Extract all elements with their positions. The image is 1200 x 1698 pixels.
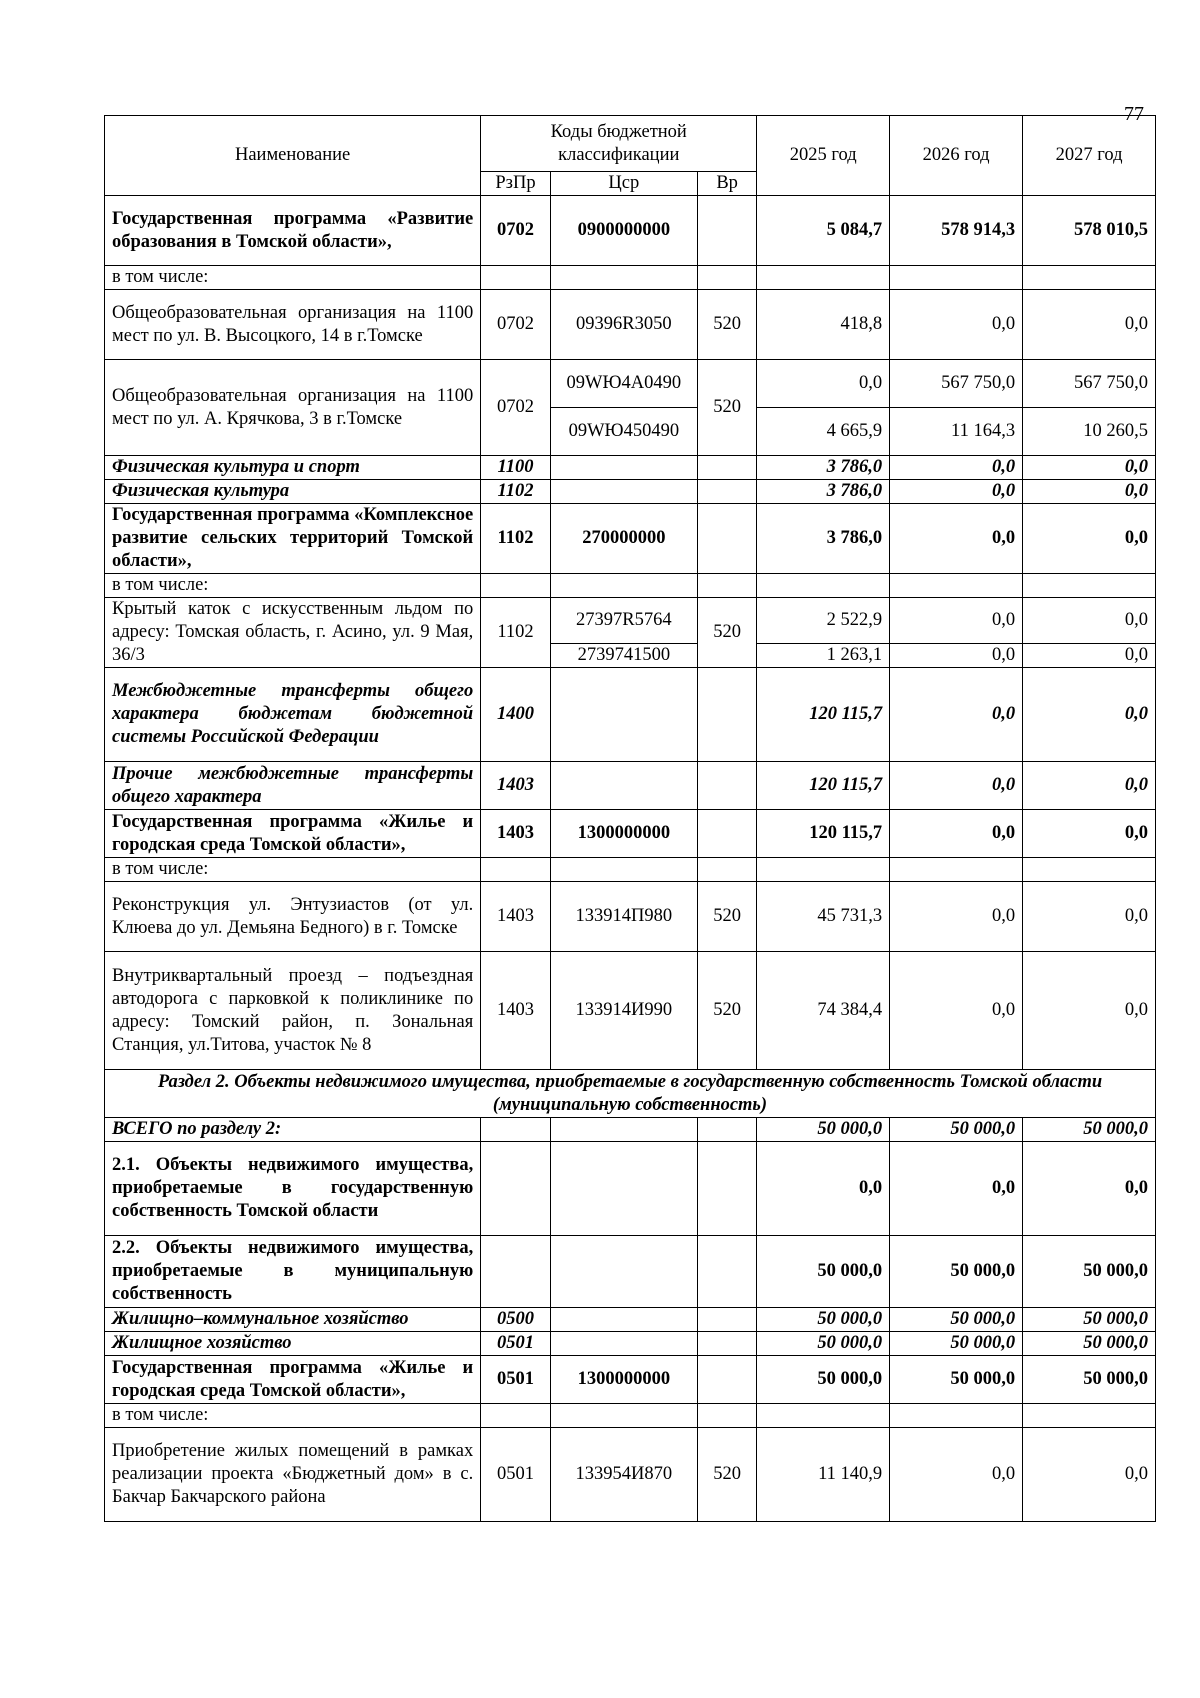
empty-cell xyxy=(550,266,697,290)
table-cell: 0,0 xyxy=(757,360,890,408)
table-cell: 0,0 xyxy=(1023,480,1156,504)
table-cell: 50 000,0 xyxy=(757,1356,890,1404)
empty-cell xyxy=(697,1356,756,1404)
empty-cell xyxy=(1023,266,1156,290)
table-cell: в том числе: xyxy=(105,1404,481,1428)
table-cell: 133914И990 xyxy=(550,952,697,1070)
empty-cell xyxy=(697,762,756,810)
table-cell: 0501 xyxy=(481,1332,551,1356)
table-cell: 3 786,0 xyxy=(757,504,890,574)
table-cell: 418,8 xyxy=(757,290,890,360)
table-cell: 1403 xyxy=(481,952,551,1070)
empty-cell xyxy=(890,1404,1023,1428)
table-cell: 1102 xyxy=(481,598,551,668)
table-cell: 50 000,0 xyxy=(757,1332,890,1356)
table-cell: 2.1. Объекты недвижимого имущества, приобретаемые в государственную собственность Томской области xyxy=(105,1142,481,1236)
table-cell: 1300000000 xyxy=(550,1356,697,1404)
empty-cell xyxy=(697,1332,756,1356)
table-cell: 0,0 xyxy=(890,1142,1023,1236)
empty-cell xyxy=(550,574,697,598)
table-cell: 1102 xyxy=(481,504,551,574)
table-cell: 133914П980 xyxy=(550,882,697,952)
table-cell: 50 000,0 xyxy=(1023,1118,1156,1142)
table-cell: Общеобразовательная организация на 1100 мест по ул. В. Высоцкого, 14 в г.Томске xyxy=(105,290,481,360)
table-cell: Жилищно–коммунальное хозяйство xyxy=(105,1308,481,1332)
empty-cell xyxy=(757,266,890,290)
table-cell: 0,0 xyxy=(1023,504,1156,574)
table-cell: 270000000 xyxy=(550,504,697,574)
empty-cell xyxy=(550,1332,697,1356)
table-row xyxy=(105,1428,1156,1522)
table-cell: 120 115,7 xyxy=(757,668,890,762)
table-row xyxy=(105,668,1156,762)
empty-cell xyxy=(481,1118,551,1142)
table-row xyxy=(105,1332,1156,1356)
empty-cell xyxy=(481,574,551,598)
table-cell: 120 115,7 xyxy=(757,762,890,810)
table-row xyxy=(105,1118,1156,1142)
header-name: Наименование xyxy=(105,116,481,196)
table-cell: 0,0 xyxy=(1023,952,1156,1070)
table-cell: 120 115,7 xyxy=(757,810,890,858)
empty-cell xyxy=(1023,858,1156,882)
table-cell: Государственная программа «Развитие образования в Томской области», xyxy=(105,196,481,266)
table-cell: 0500 xyxy=(481,1308,551,1332)
table-cell: 1403 xyxy=(481,882,551,952)
table-cell: 50 000,0 xyxy=(757,1236,890,1308)
table-row xyxy=(105,1356,1156,1404)
table-row xyxy=(105,1308,1156,1332)
empty-cell xyxy=(1023,1404,1156,1428)
table-row xyxy=(105,480,1156,504)
table-cell: 50 000,0 xyxy=(757,1118,890,1142)
table-cell: 0,0 xyxy=(1023,762,1156,810)
table-cell xyxy=(697,196,756,266)
table-cell: 50 000,0 xyxy=(890,1118,1023,1142)
table-cell: 74 384,4 xyxy=(757,952,890,1070)
table-cell: Государственная программа «Жилье и городская среда Томской области», xyxy=(105,1356,481,1404)
page-number: 77 xyxy=(1124,103,1144,125)
table-cell: 2 522,9 xyxy=(757,598,890,644)
table-cell: 50 000,0 xyxy=(890,1332,1023,1356)
table-cell: 50 000,0 xyxy=(1023,1308,1156,1332)
table-cell: 0,0 xyxy=(1023,456,1156,480)
table-cell: 50 000,0 xyxy=(1023,1332,1156,1356)
table-cell: 0702 xyxy=(481,196,551,266)
budget-table xyxy=(104,115,1156,1522)
empty-cell xyxy=(890,574,1023,598)
table-cell: Внутриквартальный проезд – подъездная автодорога с парковкой к поликлинике по адресу: Томский район, п. Зональная Станция, ул.Титова, участок № 8 xyxy=(105,952,481,1070)
header-csr: Цср xyxy=(550,172,697,196)
empty-cell xyxy=(481,1236,551,1308)
empty-cell xyxy=(890,266,1023,290)
table-cell: 0,0 xyxy=(1023,598,1156,644)
table-cell: 0,0 xyxy=(1023,644,1156,668)
table-row xyxy=(105,882,1156,952)
table-cell: 1400 xyxy=(481,668,551,762)
table-cell: Реконструкция ул. Энтузиастов (от ул. Клюева до ул. Демьяна Бедного) в г. Томске xyxy=(105,882,481,952)
table-row xyxy=(105,858,1156,882)
table-row xyxy=(105,598,1156,644)
table-cell: в том числе: xyxy=(105,574,481,598)
header-2027: 2027 год xyxy=(1023,116,1156,196)
table-row xyxy=(105,952,1156,1070)
table-cell: 0,0 xyxy=(890,644,1023,668)
table-cell: 0,0 xyxy=(1023,1142,1156,1236)
table-cell: 0,0 xyxy=(1023,882,1156,952)
empty-cell xyxy=(697,1118,756,1142)
header-2025: 2025 год xyxy=(757,116,890,196)
table-cell: 0,0 xyxy=(890,1428,1023,1522)
table-cell: 50 000,0 xyxy=(1023,1356,1156,1404)
empty-cell xyxy=(757,858,890,882)
empty-cell xyxy=(697,480,756,504)
empty-cell xyxy=(550,1404,697,1428)
empty-cell xyxy=(550,762,697,810)
header-rzpr: РзПр xyxy=(481,172,551,196)
table-cell: Государственная программа «Комплексное развитие сельских территорий Томской области», xyxy=(105,504,481,574)
table-cell: Прочие межбюджетные трансферты общего характера xyxy=(105,762,481,810)
header-vr: Вр xyxy=(697,172,756,196)
table-row xyxy=(105,266,1156,290)
table-cell: в том числе: xyxy=(105,858,481,882)
table-cell: 0,0 xyxy=(1023,1428,1156,1522)
table-cell: 0,0 xyxy=(890,810,1023,858)
table-cell: 2.2. Объекты недвижимого имущества, приобретаемые в муниципальную собственность xyxy=(105,1236,481,1308)
table-row xyxy=(105,504,1156,574)
empty-cell xyxy=(697,456,756,480)
table-cell: 0900000000 xyxy=(550,196,697,266)
table-cell: 520 xyxy=(697,290,756,360)
table-row xyxy=(105,196,1156,266)
table-cell: 0702 xyxy=(481,360,551,456)
empty-cell xyxy=(550,456,697,480)
empty-cell xyxy=(550,1308,697,1332)
table-cell: 27397R5764 xyxy=(550,598,697,644)
empty-cell xyxy=(697,1142,756,1236)
empty-cell xyxy=(550,668,697,762)
empty-cell xyxy=(757,1404,890,1428)
table-row xyxy=(105,574,1156,598)
table-cell: 520 xyxy=(697,598,756,668)
table-cell: 50 000,0 xyxy=(890,1308,1023,1332)
table-cell: 0,0 xyxy=(890,762,1023,810)
table-cell: Физическая культура xyxy=(105,480,481,504)
table-cell: 578 010,5 xyxy=(1023,196,1156,266)
table-cell: 1403 xyxy=(481,810,551,858)
empty-cell xyxy=(550,1236,697,1308)
empty-cell xyxy=(481,1404,551,1428)
table-cell: 567 750,0 xyxy=(890,360,1023,408)
table-cell: 0,0 xyxy=(1023,810,1156,858)
table-cell: 133954И870 xyxy=(550,1428,697,1522)
table-cell: 520 xyxy=(697,1428,756,1522)
empty-cell xyxy=(481,266,551,290)
table-cell: 1300000000 xyxy=(550,810,697,858)
empty-cell xyxy=(550,480,697,504)
empty-cell xyxy=(757,574,890,598)
header-codes: Коды бюджетной классификации xyxy=(481,116,757,172)
table-cell: 3 786,0 xyxy=(757,480,890,504)
table-row xyxy=(105,290,1156,360)
table-row xyxy=(105,762,1156,810)
table-row xyxy=(105,1236,1156,1308)
table-cell: 0702 xyxy=(481,290,551,360)
table-cell: 1 263,1 xyxy=(757,644,890,668)
table-cell: 45 731,3 xyxy=(757,882,890,952)
empty-cell xyxy=(697,858,756,882)
table-cell: 520 xyxy=(697,360,756,456)
table-cell: 3 786,0 xyxy=(757,456,890,480)
table-cell: 0,0 xyxy=(890,456,1023,480)
table-cell: 0,0 xyxy=(890,882,1023,952)
table-cell: 50 000,0 xyxy=(757,1308,890,1332)
empty-cell xyxy=(697,574,756,598)
table-cell: Жилищное хозяйство xyxy=(105,1332,481,1356)
empty-cell xyxy=(697,266,756,290)
table-cell: 0,0 xyxy=(890,598,1023,644)
table-cell: 567 750,0 xyxy=(1023,360,1156,408)
table-cell: 09WЮ4A0490 xyxy=(550,360,697,408)
table-cell: Физическая культура и спорт xyxy=(105,456,481,480)
empty-cell xyxy=(697,810,756,858)
table-cell: Межбюджетные трансферты общего характера бюджетам бюджетной системы Российской Федерации xyxy=(105,668,481,762)
table-cell: 50 000,0 xyxy=(890,1356,1023,1404)
table-cell: Крытый каток с искусственным льдом по адресу: Томская область, г. Асино, ул. 9 Мая, 36/3 xyxy=(105,598,481,668)
empty-cell xyxy=(1023,574,1156,598)
table-cell: Государственная программа «Жилье и городская среда Томской области», xyxy=(105,810,481,858)
table-cell: 4 665,9 xyxy=(757,408,890,456)
table-cell: 50 000,0 xyxy=(1023,1236,1156,1308)
empty-cell xyxy=(697,668,756,762)
header-row xyxy=(105,116,1156,172)
table-cell: 0,0 xyxy=(890,290,1023,360)
table-row xyxy=(105,360,1156,408)
table-row xyxy=(105,1404,1156,1428)
table-cell: 11 164,3 xyxy=(890,408,1023,456)
table-cell: 1403 xyxy=(481,762,551,810)
table-cell: 0,0 xyxy=(757,1142,890,1236)
table-cell: 0,0 xyxy=(890,668,1023,762)
table-cell: 0,0 xyxy=(890,480,1023,504)
table-cell: 2739741500 xyxy=(550,644,697,668)
table-row xyxy=(105,1142,1156,1236)
empty-cell xyxy=(697,1404,756,1428)
table-cell: в том числе: xyxy=(105,266,481,290)
table-cell: 10 260,5 xyxy=(1023,408,1156,456)
section-heading-row xyxy=(105,1070,1156,1118)
empty-cell xyxy=(481,1142,551,1236)
table-cell: 578 914,3 xyxy=(890,196,1023,266)
table-cell: 520 xyxy=(697,952,756,1070)
empty-cell xyxy=(550,1118,697,1142)
empty-cell xyxy=(697,504,756,574)
empty-cell xyxy=(697,1236,756,1308)
table-row xyxy=(105,810,1156,858)
header-2026: 2026 год xyxy=(890,116,1023,196)
table-cell: 0,0 xyxy=(890,504,1023,574)
empty-cell xyxy=(550,1142,697,1236)
table-cell: 520 xyxy=(697,882,756,952)
table-cell: 5 084,7 xyxy=(757,196,890,266)
table-cell: 0501 xyxy=(481,1356,551,1404)
table-cell: 50 000,0 xyxy=(890,1236,1023,1308)
table-cell: ВСЕГО по разделу 2: xyxy=(105,1118,481,1142)
table-cell: Приобретение жилых помещений в рамках реализации проекта «Бюджетный дом» в с. Бакчар Бакчарского района xyxy=(105,1428,481,1522)
table-row xyxy=(105,456,1156,480)
empty-cell xyxy=(890,858,1023,882)
table-cell: 1100 xyxy=(481,456,551,480)
table-cell: 11 140,9 xyxy=(757,1428,890,1522)
table-cell: 0,0 xyxy=(1023,290,1156,360)
table-cell: 0,0 xyxy=(1023,668,1156,762)
empty-cell xyxy=(481,858,551,882)
table-cell: 0501 xyxy=(481,1428,551,1522)
table-cell: 09396R3050 xyxy=(550,290,697,360)
empty-cell xyxy=(550,858,697,882)
table-cell: 09WЮ450490 xyxy=(550,408,697,456)
table-cell: 1102 xyxy=(481,480,551,504)
table-cell: Общеобразовательная организация на 1100 мест по ул. А. Крячкова, 3 в г.Томске xyxy=(105,360,481,456)
empty-cell xyxy=(697,1308,756,1332)
table-cell: 0,0 xyxy=(890,952,1023,1070)
section-2-title: Раздел 2. Объекты недвижимого имущества, приобретаемые в государственную собственность Томской области (муниципальную собственность) xyxy=(105,1070,1156,1118)
